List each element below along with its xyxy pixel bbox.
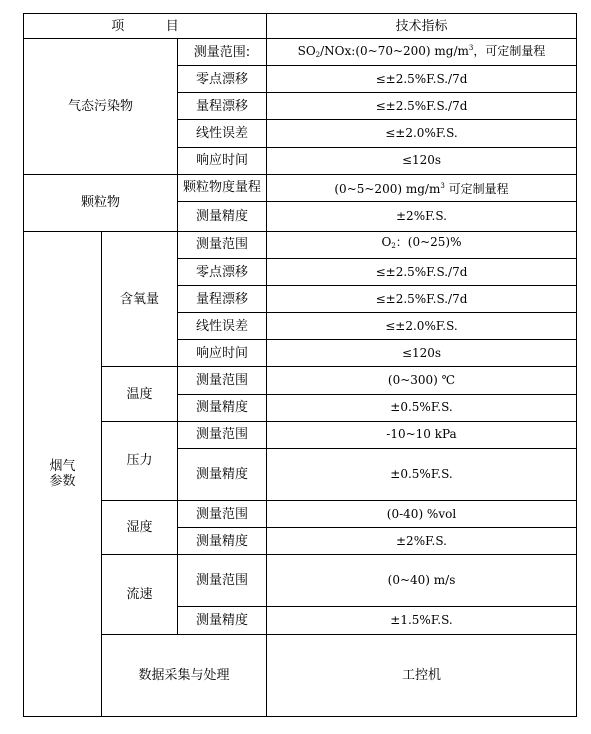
param-value: ≤±2.5%F.S./7d <box>267 93 577 120</box>
param-name: 测量范围 <box>178 555 267 607</box>
category-flue <box>24 231 102 716</box>
subcategory-humidity: 湿度 <box>102 500 178 554</box>
param-value: $SO_2/NOx:(0\sim 70\sim 200)$ $mg/m^3$，可定制量程 <box>267 39 577 66</box>
param-name: 线性误差 <box>178 313 267 340</box>
param-value: (0~40) m/s <box>267 555 577 607</box>
table-row <box>24 634 577 686</box>
param-name: 测量范围: <box>178 39 267 66</box>
param-name: 测量范围 <box>178 367 267 394</box>
param-name: 线性误差 <box>178 120 267 147</box>
param-name: 零点漂移 <box>178 258 267 285</box>
param-value: ≤±2.5%F.S./7d <box>267 66 577 93</box>
param-value: -10~10 kPa <box>267 421 577 448</box>
param-name: 零点漂移 <box>178 66 267 93</box>
param-name: 测量精度 <box>178 528 267 555</box>
subcategory-velocity: 流速 <box>102 555 178 634</box>
param-value: ≤±2.0%F.S. <box>267 120 577 147</box>
header-item-left: 项 <box>111 18 125 34</box>
header-spec-cell: 技术指标 <box>267 14 577 39</box>
table-row <box>24 231 577 258</box>
header-item-right: 目 <box>165 18 179 34</box>
param-name: 测量范围 <box>178 231 267 258</box>
param-value: ≤±2.0%F.S. <box>267 313 577 340</box>
table-row <box>24 555 577 607</box>
header-item-cell <box>24 14 267 39</box>
param-name: 测量范围 <box>178 421 267 448</box>
param-value: (0~300) ℃ <box>267 367 577 394</box>
param-name: 响应时间 <box>178 340 267 367</box>
category-particulate: 颗粒物 <box>24 174 178 231</box>
param-name: 量程漂移 <box>178 286 267 313</box>
category-data-processing: 数据采集与处理 <box>102 634 267 716</box>
param-name: 测量精度 <box>178 394 267 421</box>
param-value: ±2%F.S. <box>267 528 577 555</box>
param-value: $O_2$：(0~25)% <box>267 231 577 258</box>
param-name: 测量精度 <box>178 607 267 634</box>
category-flue-line1: 烟气 <box>49 458 76 474</box>
category-flue-line2: 参数 <box>49 473 76 489</box>
table-row <box>24 421 577 448</box>
device-name: 工控机 <box>267 634 577 716</box>
subcategory-oxygen: 含氧量 <box>102 231 178 367</box>
param-value: ±0.5%F.S. <box>267 448 577 500</box>
param-value: (0~5~200) $mg/m^3$ 可定制量程 <box>267 174 577 201</box>
table-row <box>24 174 577 201</box>
subcategory-pressure: 压力 <box>102 421 178 500</box>
param-name: 测量精度 <box>178 448 267 500</box>
param-name: 测量范围 <box>178 500 267 527</box>
spec-table <box>23 13 577 717</box>
header-row <box>24 14 577 39</box>
param-name: 颗粒物度量程 <box>178 174 267 201</box>
param-name: 量程漂移 <box>178 93 267 120</box>
table-row <box>24 500 577 527</box>
param-name: 测量精度 <box>178 201 267 231</box>
param-value: ±1.5%F.S. <box>267 607 577 634</box>
param-value: ≤±2.5%F.S./7d <box>267 286 577 313</box>
param-value: ≤120s <box>267 147 577 174</box>
category-gas: 气态污染物 <box>24 39 178 175</box>
param-value: ≤120s <box>267 340 577 367</box>
param-value: (0-40) %vol <box>267 500 577 527</box>
table-row <box>24 39 577 66</box>
table-row <box>24 367 577 394</box>
param-value: ≤±2.5%F.S./7d <box>267 258 577 285</box>
param-value: ±0.5%F.S. <box>267 394 577 421</box>
subcategory-temperature: 温度 <box>102 367 178 421</box>
param-value: ±2%F.S. <box>267 201 577 231</box>
param-name: 响应时间 <box>178 147 267 174</box>
